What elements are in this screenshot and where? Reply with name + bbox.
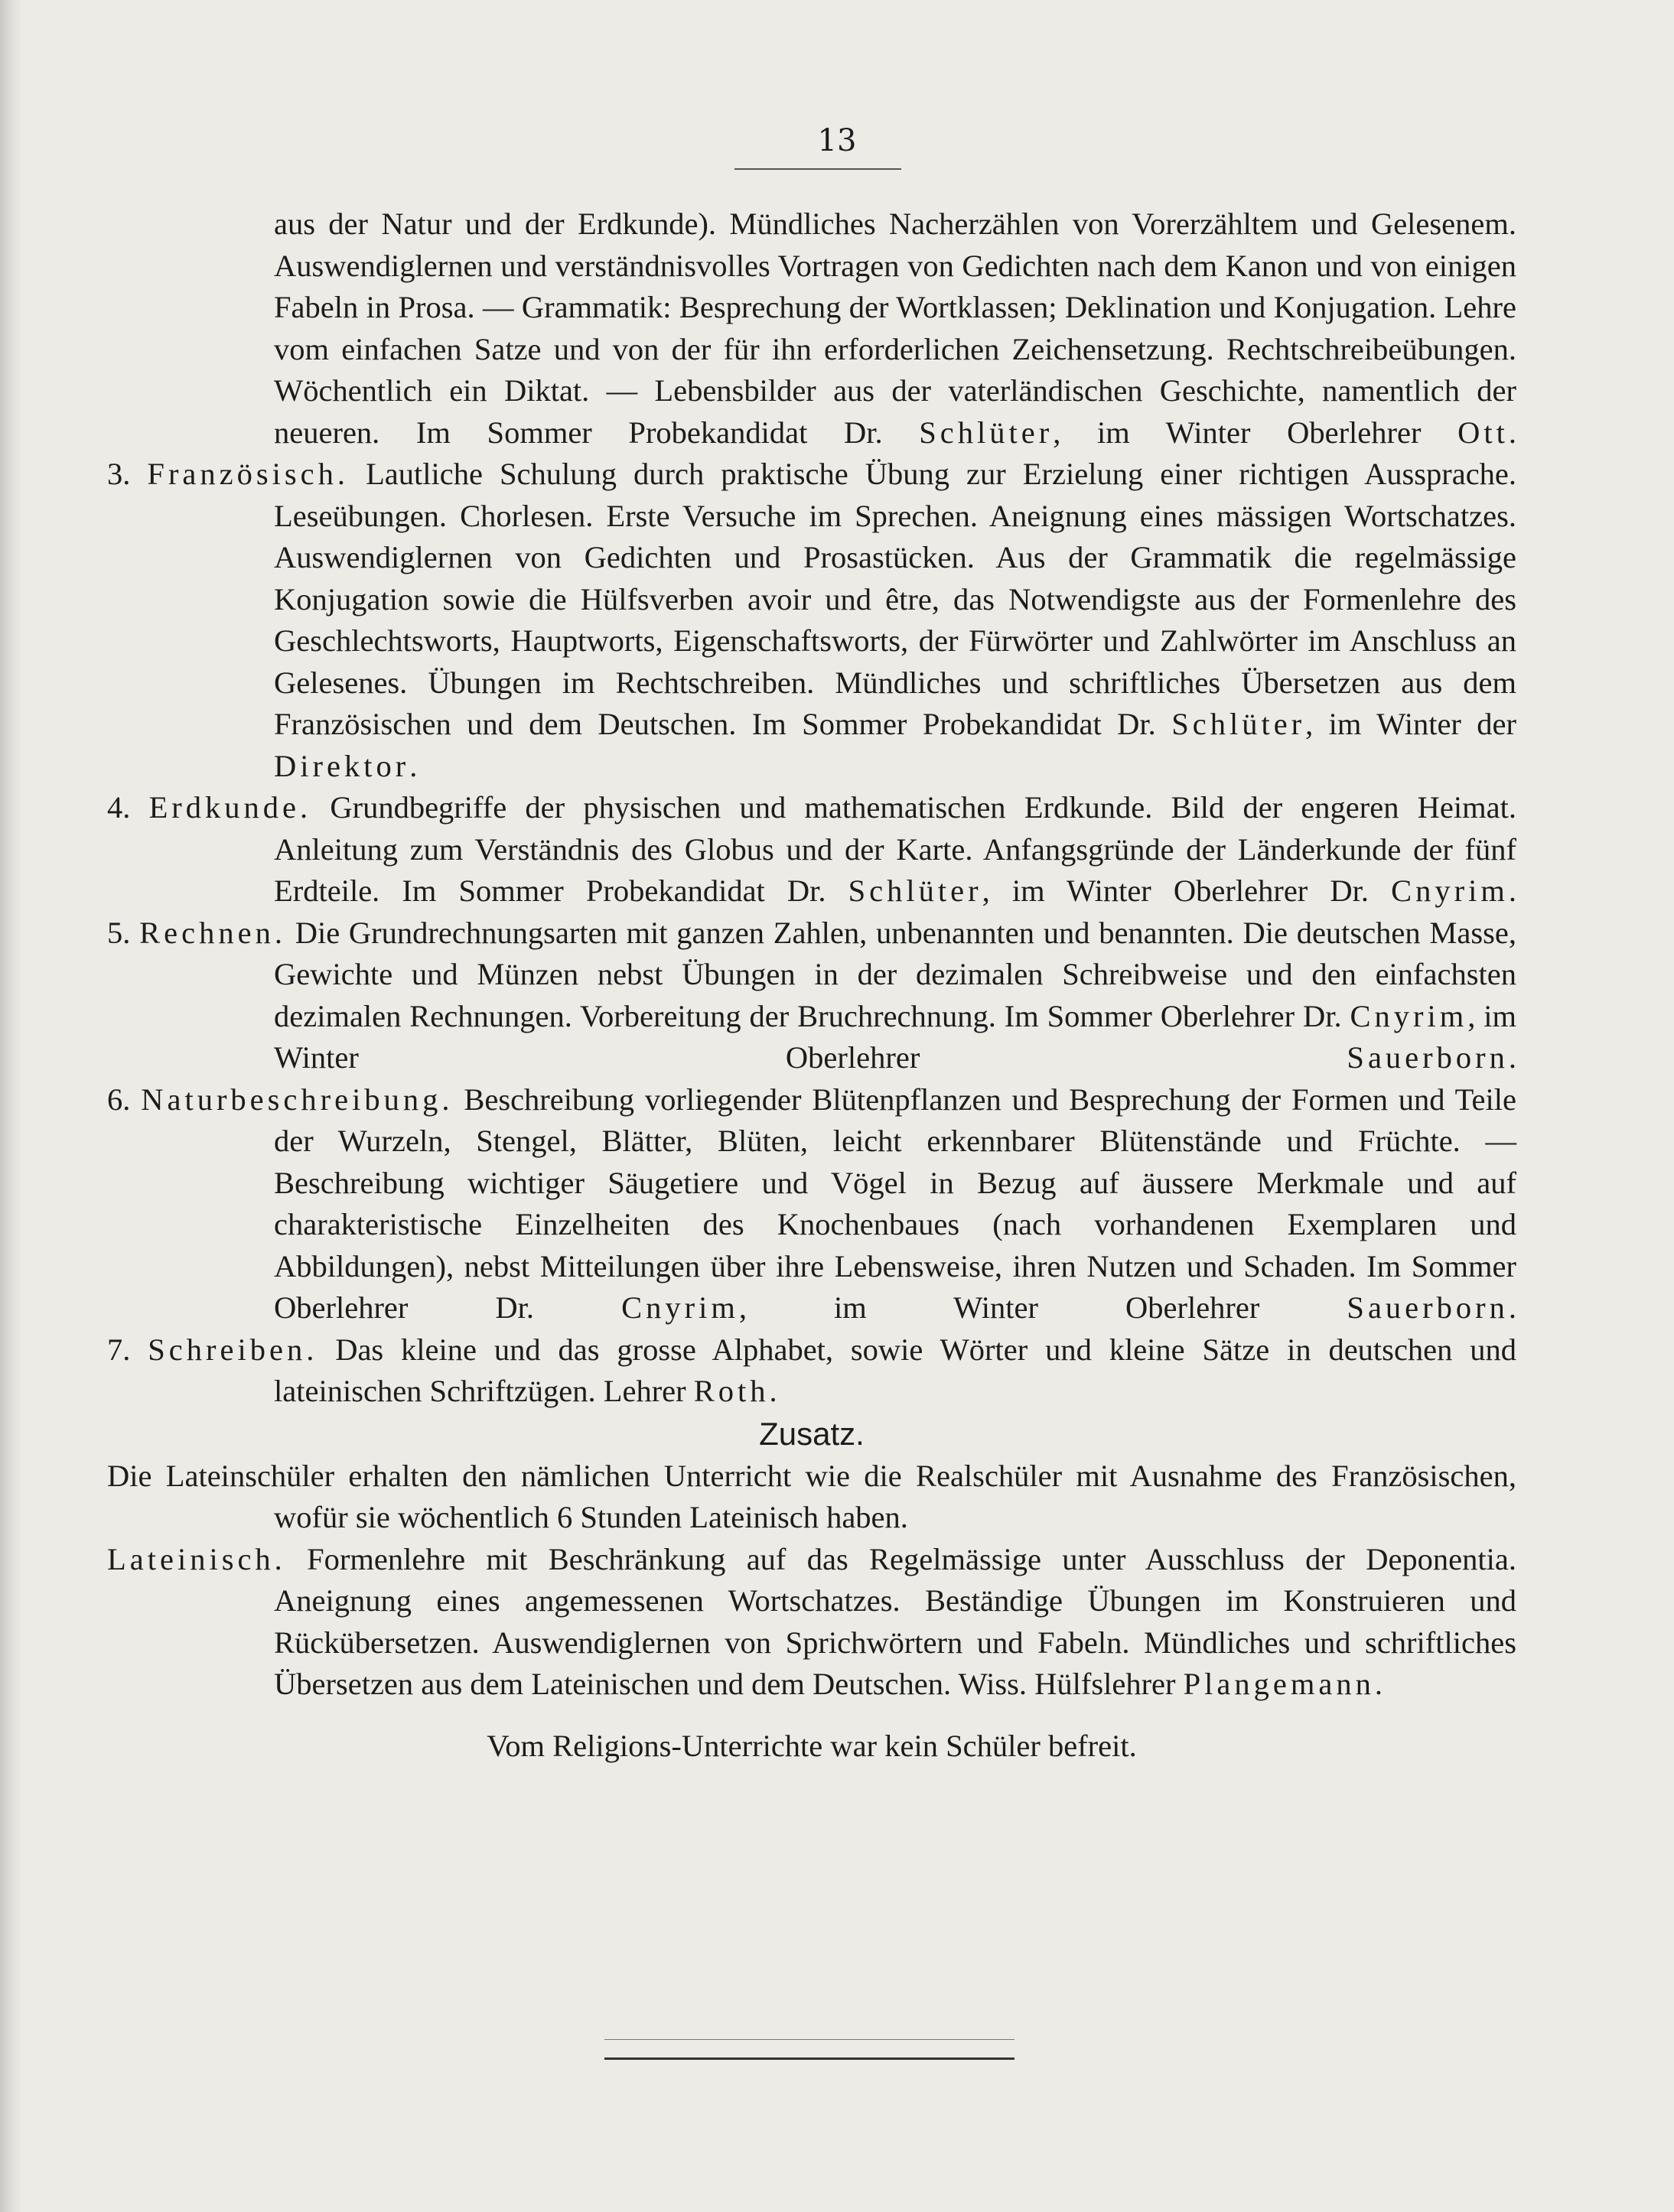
section-mid: , im Winter Oberlehrer (274, 998, 1516, 1075)
teacher-name: Cnyrim (621, 1290, 739, 1325)
page-binding-edge (0, 0, 23, 2212)
section-text: Beschreibung vorliegender Blütenpflanzen und Besprechung der Formen und Teile der Wurzeln, Stengel, Blätter, Blüten, leicht erkennbarer Blütenstände und Früchte. — Beschreibung wichtiger Säugetiere und Vögel in Bezug auf äussere Merkmale und auf charakteristische Einzelheiten des Knochenbaues (nach vorhandenen Exemplaren und Abbildungen), nebst Mitteilungen über ihre Lebensweise, ihren Nutzen und Schaden. Im Sommer Oberlehrer Dr. (274, 1082, 1517, 1325)
section-text: Lautliche Schulung durch praktische Übung zur Erzielung einer richtigen Aussprache. Leseübungen. Chorlesen. Erste Versuche im Sprechen. Aneignung eines mässigen Wortschatzes. Auswendiglernen von Gedichten und Prosastücken. Aus der Grammatik die regelmässige Konjugation sowie die Hülfsverben avoir und être, das Notwendigste aus der Formenlehre des Geschlechtsworts, Hauptworts, Eigenschaftsworts, der Fürwörter und Zahlwörter im Anschluss an Gelesenes. Übungen im Rechtschreiben. Mündliches und schriftliches Übersetzen aus dem Französischen und dem Deutschen. Im Sommer Probekandidat Dr. (274, 457, 1517, 741)
teacher-name: Sauerborn (1347, 1040, 1509, 1075)
page-number: 13 (817, 123, 857, 158)
footer-note: Vom Religions-Unterrichte war kein Schüler befreit. (487, 1728, 1137, 1763)
section-schreiben (107, 1329, 1516, 1413)
section-text: Formenlehre mit Beschränkung auf das Regelmässige unter Ausschluss der Deponentia. Aneignung eines angemessenen Wortschatzes. Beständige Übungen im Konstruieren und Rückübersetzen. Auswendiglernen von Sprichwörtern und Fabeln. Mündliches und schriftliches Übersetzen aus dem Lateinischen und dem Deutschen. Wiss. Hülfslehrer (274, 1541, 1517, 1701)
punct: . (1508, 415, 1517, 450)
punct: . (1508, 1290, 1516, 1325)
intro-text: aus der Natur und der Erdkunde). Mündliches Nacherzählen von Vorerzähltem und Gelesenem. Auswendiglernen und verständnisvolles Vortragen von Gedichten nach dem Kanon und von einigen Fabeln in Prosa. — Grammatik: Besprechung der Wortklassen; Deklination und Konjugation. Lehre vom einfachen Satze und von der für ihn erforderlichen Zeichensetzung. Rechtschreibeübungen. Wöchentlich ein Diktat. — Lebensbilder aus der vaterländischen Geschichte, namentlich der neueren. Im Sommer Probekandidat Dr. (274, 207, 1516, 450)
section-title: Lateinisch. (107, 1541, 286, 1576)
section-number: 5. (107, 915, 131, 950)
section-text: Grundbegriffe der physischen und mathematischen Erdkunde. Bild der engeren Heimat. Anleitung zum Verständnis des Globus und der Karte. Anfangsgründe der Länderkunde der fünf Erdteile. Im Sommer Probekandidat Dr. (274, 790, 1517, 908)
section-naturbeschreibung (107, 1079, 1516, 1329)
section-title: Rechnen. (139, 915, 286, 950)
section-number: 3. (107, 457, 131, 491)
section-number: 4. (107, 790, 131, 825)
section-text: Das kleine und das grosse Alphabet, sowie Wörter und kleine Sätze in deutschen und lateinischen Schriftzügen. Lehrer (274, 1332, 1517, 1408)
section-mid: , im Winter Oberlehrer Dr. (982, 873, 1369, 908)
teacher-name: Schlüter (1171, 707, 1306, 741)
zusatz-heading: Zusatz. (759, 1415, 865, 1452)
section-text: Die Grundrechnungsarten mit ganzen Zahlen, unbenannten und benannten. Die deutschen Masse, Gewichte und Münzen nebst Übungen in der dezimalen Schreibweise und den einfachsten dezimalen Rechnungen. Vorbereitung der Bruchrechnung. Im Sommer Oberlehrer Dr. (274, 915, 1517, 1033)
punct: . (769, 1374, 777, 1408)
zusatz-paragraph: Die Lateinschüler erhalten den nämlichen Unterricht wie die Realschüler mit Ausnahme des Französischen, wofür sie wöchentlich 6 Stunden Lateinisch haben. (107, 1458, 1516, 1534)
section-lateinisch (107, 1539, 1516, 1706)
section-title: Naturbeschreibung. (141, 1082, 454, 1117)
teacher-name: Schlüter (919, 415, 1054, 450)
teacher-name: Direktor (274, 748, 410, 783)
teacher-name: Plangemann (1183, 1667, 1375, 1701)
intro-mid: , im Winter Oberlehrer (1053, 415, 1422, 450)
header-rule (734, 168, 901, 170)
teacher-name: Schlüter (848, 873, 982, 908)
section-franzoesisch (107, 454, 1516, 787)
punct: . (1508, 1040, 1516, 1075)
section-number: 6. (107, 1082, 131, 1117)
teacher-name: Sauerborn (1347, 1290, 1509, 1325)
paragraph-intro (107, 203, 1516, 454)
punct: . (1374, 1667, 1383, 1701)
teacher-name: Roth (693, 1374, 770, 1408)
body-text (107, 203, 1516, 1767)
closing-rule-thin (604, 2039, 1014, 2040)
section-title: Schreiben. (148, 1332, 318, 1367)
teacher-name: Ott (1457, 415, 1509, 450)
teacher-name: Cnyrim (1391, 873, 1509, 908)
section-title: Erdkunde. (148, 790, 312, 825)
section-mid: , im Winter der (1305, 707, 1517, 741)
section-number: 7. (107, 1332, 131, 1367)
section-mid: , im Winter Oberlehrer (738, 1290, 1260, 1325)
section-title: Französisch. (147, 457, 350, 491)
section-erdkunde (107, 787, 1516, 912)
closing-rule (604, 2057, 1014, 2060)
punct: . (1508, 873, 1517, 908)
punct: . (409, 748, 418, 783)
teacher-name: Cnyrim (1350, 998, 1468, 1033)
section-rechnen (107, 912, 1516, 1079)
